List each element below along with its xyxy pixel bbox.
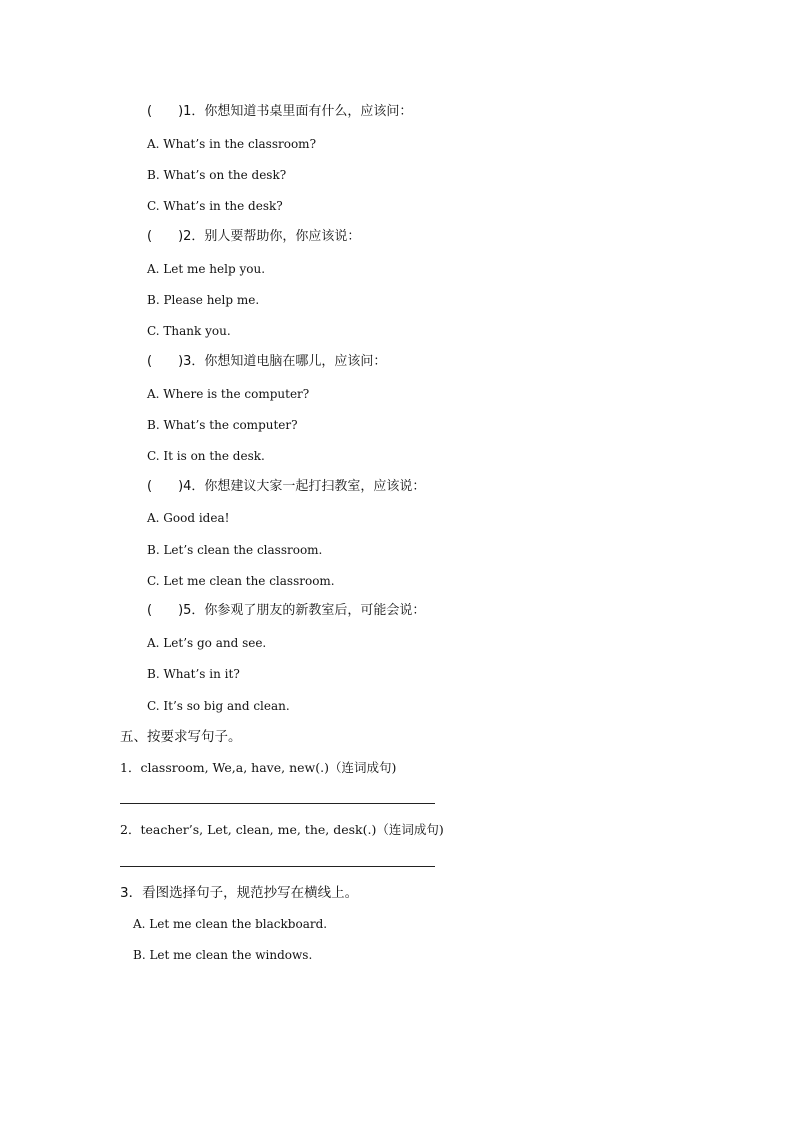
question-5-option-c: C. It’s so big and clean. bbox=[147, 699, 290, 713]
section-5-choice-b: B. Let me clean the windows. bbox=[133, 948, 313, 962]
answer-line-1 bbox=[120, 803, 435, 804]
question-3-option-b: B. What’s the computer? bbox=[147, 418, 298, 432]
question-4-option-a: A. Good idea! bbox=[147, 511, 230, 525]
question-1 bbox=[147, 104, 412, 120]
question-4 bbox=[147, 479, 425, 495]
question-4-stem: 你想建议大家一起打扫教室，应该说： bbox=[204, 479, 426, 494]
question-1-option-b: B. What’s on the desk? bbox=[147, 168, 287, 182]
question-5-number: ( )5． bbox=[147, 603, 205, 618]
question-5-option-a: A. Let’s go and see. bbox=[147, 636, 267, 650]
question-1-option-c: C. What’s in the desk? bbox=[147, 199, 283, 213]
section-5-title: 五、按要求写句子。 bbox=[120, 729, 242, 745]
question-5 bbox=[147, 603, 425, 619]
question-2-option-a: A. Let me help you. bbox=[147, 262, 266, 276]
question-4-option-c: C. Let me clean the classroom. bbox=[147, 574, 335, 588]
question-3-stem: 你想知道电脑在哪儿，应该问： bbox=[204, 354, 387, 369]
question-5-option-b: B. What’s in it? bbox=[147, 667, 240, 681]
question-3-number: ( )3． bbox=[147, 354, 205, 369]
question-4-option-b: B. Let’s clean the classroom. bbox=[147, 543, 323, 557]
question-2 bbox=[147, 229, 360, 245]
question-1-stem: 你想知道书桌里面有什么，应该问： bbox=[204, 104, 413, 119]
section-5-choice-a: A. Let me clean the blackboard. bbox=[133, 917, 328, 931]
section-5-item-3: 3．看图选择句子，规范抄写在横线上。 bbox=[120, 885, 359, 901]
section-5-item-2: 2．teacher’s, Let, clean, me, the, desk(.)（连词成句) bbox=[120, 822, 444, 837]
question-2-option-c: C. Thank you. bbox=[147, 324, 231, 338]
question-2-number: ( )2． bbox=[147, 229, 205, 244]
section-5-item-1: 1．classroom, We,a, have, new(.)（连词成句) bbox=[120, 760, 397, 775]
question-1-number: ( )1． bbox=[147, 104, 205, 119]
question-4-number: ( )4． bbox=[147, 479, 205, 494]
question-3-option-c: C. It is on the desk. bbox=[147, 449, 265, 463]
question-5-stem: 你参观了朋友的新教室后，可能会说： bbox=[204, 603, 426, 618]
question-2-stem: 别人要帮助你，你应该说： bbox=[204, 229, 361, 244]
question-3-option-a: A. Where is the computer? bbox=[147, 387, 310, 401]
question-1-option-a: A. What’s in the classroom? bbox=[147, 137, 316, 151]
question-3 bbox=[147, 354, 386, 370]
question-2-option-b: B. Please help me. bbox=[147, 293, 260, 307]
answer-line-2 bbox=[120, 866, 435, 867]
